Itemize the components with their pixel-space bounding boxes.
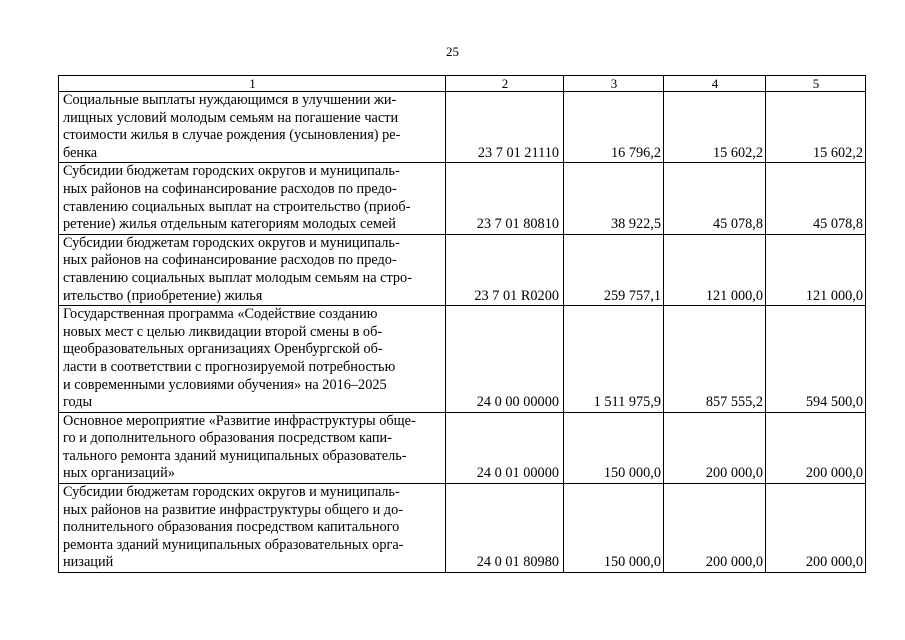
description-line: ных районов на софинансирование расходов по предо- [63, 252, 397, 269]
row-code: 23 7 01 80810 [446, 163, 564, 234]
header-row [59, 76, 866, 92]
table-row [59, 412, 866, 483]
description-line: тального ремонта зданий муниципальных образователь- [63, 447, 407, 464]
row-description [59, 234, 446, 305]
row-value-col3: 259 757,1 [564, 234, 664, 305]
description-line: Субсидии бюджетам городских округов и муниципаль- [63, 234, 400, 251]
row-description [59, 163, 446, 234]
row-code: 24 0 01 80980 [446, 484, 564, 573]
description-line: Социальные выплаты нуждающимся в улучшении жи- [63, 92, 397, 108]
description-line: низаций [63, 554, 114, 571]
row-value-col3: 16 796,2 [564, 92, 664, 163]
description-line: бенка [63, 144, 98, 161]
row-code: 23 7 01 21110 [446, 92, 564, 163]
row-value-col3: 1 511 975,9 [564, 306, 664, 413]
description-line: годы [63, 394, 93, 411]
description-line: Государственная программа «Содействие созданию [63, 306, 378, 323]
description-line: ремонта зданий муниципальных образовательных орга- [63, 536, 404, 553]
description-line: лищных условий молодым семьям на погашение части [63, 109, 399, 126]
column-header-4: 4 [664, 76, 766, 92]
description-line: и современными условиями обучения» на 2016–2025 [63, 376, 387, 393]
row-value-col5: 45 078,8 [766, 163, 866, 234]
column-header-2: 2 [446, 76, 564, 92]
row-value-col3: 150 000,0 [564, 484, 664, 573]
row-description [59, 412, 446, 483]
table-row [59, 234, 866, 305]
row-value-col4: 200 000,0 [664, 412, 766, 483]
description-line: стоимости жилья в случае рождения (усыновления) ре- [63, 127, 401, 144]
description-line: полнительного образования посредством капитального [63, 519, 400, 536]
row-value-col4: 45 078,8 [664, 163, 766, 234]
column-header-3: 3 [564, 76, 664, 92]
description-line: ласти в соответствии с прогнозируемой потребностью [63, 358, 396, 375]
row-value-col5: 121 000,0 [766, 234, 866, 305]
row-code: 23 7 01 R0200 [446, 234, 564, 305]
row-value-col4: 200 000,0 [664, 484, 766, 573]
table-row [59, 163, 866, 234]
description-line: Субсидии бюджетам городских округов и муниципаль- [63, 484, 400, 501]
row-value-col5: 200 000,0 [766, 484, 866, 573]
row-value-col4: 15 602,2 [664, 92, 766, 163]
description-line: Основное мероприятие «Развитие инфраструктуры обще- [63, 412, 416, 429]
row-value-col5: 594 500,0 [766, 306, 866, 413]
description-line: ставлению социальных выплат молодым семьям на стро- [63, 269, 412, 286]
row-value-col3: 150 000,0 [564, 412, 664, 483]
row-description [59, 484, 446, 573]
budget-table [58, 75, 866, 573]
description-line: ставлению социальных выплат на строительство (приоб- [63, 198, 411, 215]
row-value-col3: 38 922,5 [564, 163, 664, 234]
table-row [59, 92, 866, 163]
row-value-col4: 857 555,2 [664, 306, 766, 413]
description-line: щеобразовательных организациях Оренбургской об- [63, 341, 383, 358]
description-line: го и дополнительного образования посредством капи- [63, 430, 392, 447]
row-code: 24 0 00 00000 [446, 306, 564, 413]
description-line: ных районов на софинансирование расходов по предо- [63, 180, 397, 197]
description-line: новых мест с целью ликвидации второй смены в об- [63, 323, 383, 340]
table-row [59, 484, 866, 573]
page-number: 25 [446, 44, 459, 59]
description-line: ретение) жилья отдельным категориям молодых семей [63, 216, 396, 233]
column-header-1: 1 [59, 76, 446, 92]
table-row-program [59, 306, 866, 413]
row-value-col4: 121 000,0 [664, 234, 766, 305]
description-line: Субсидии бюджетам городских округов и муниципаль- [63, 163, 400, 180]
description-line: ных организаций» [63, 465, 175, 482]
description-line: ных районов на развитие инфраструктуры общего и до- [63, 501, 403, 518]
row-description [59, 92, 446, 163]
row-code: 24 0 01 00000 [446, 412, 564, 483]
description-line: ительство (приобретение) жилья [63, 287, 263, 304]
row-description [59, 306, 446, 413]
row-value-col5: 15 602,2 [766, 92, 866, 163]
row-value-col5: 200 000,0 [766, 412, 866, 483]
column-header-5: 5 [766, 76, 866, 92]
